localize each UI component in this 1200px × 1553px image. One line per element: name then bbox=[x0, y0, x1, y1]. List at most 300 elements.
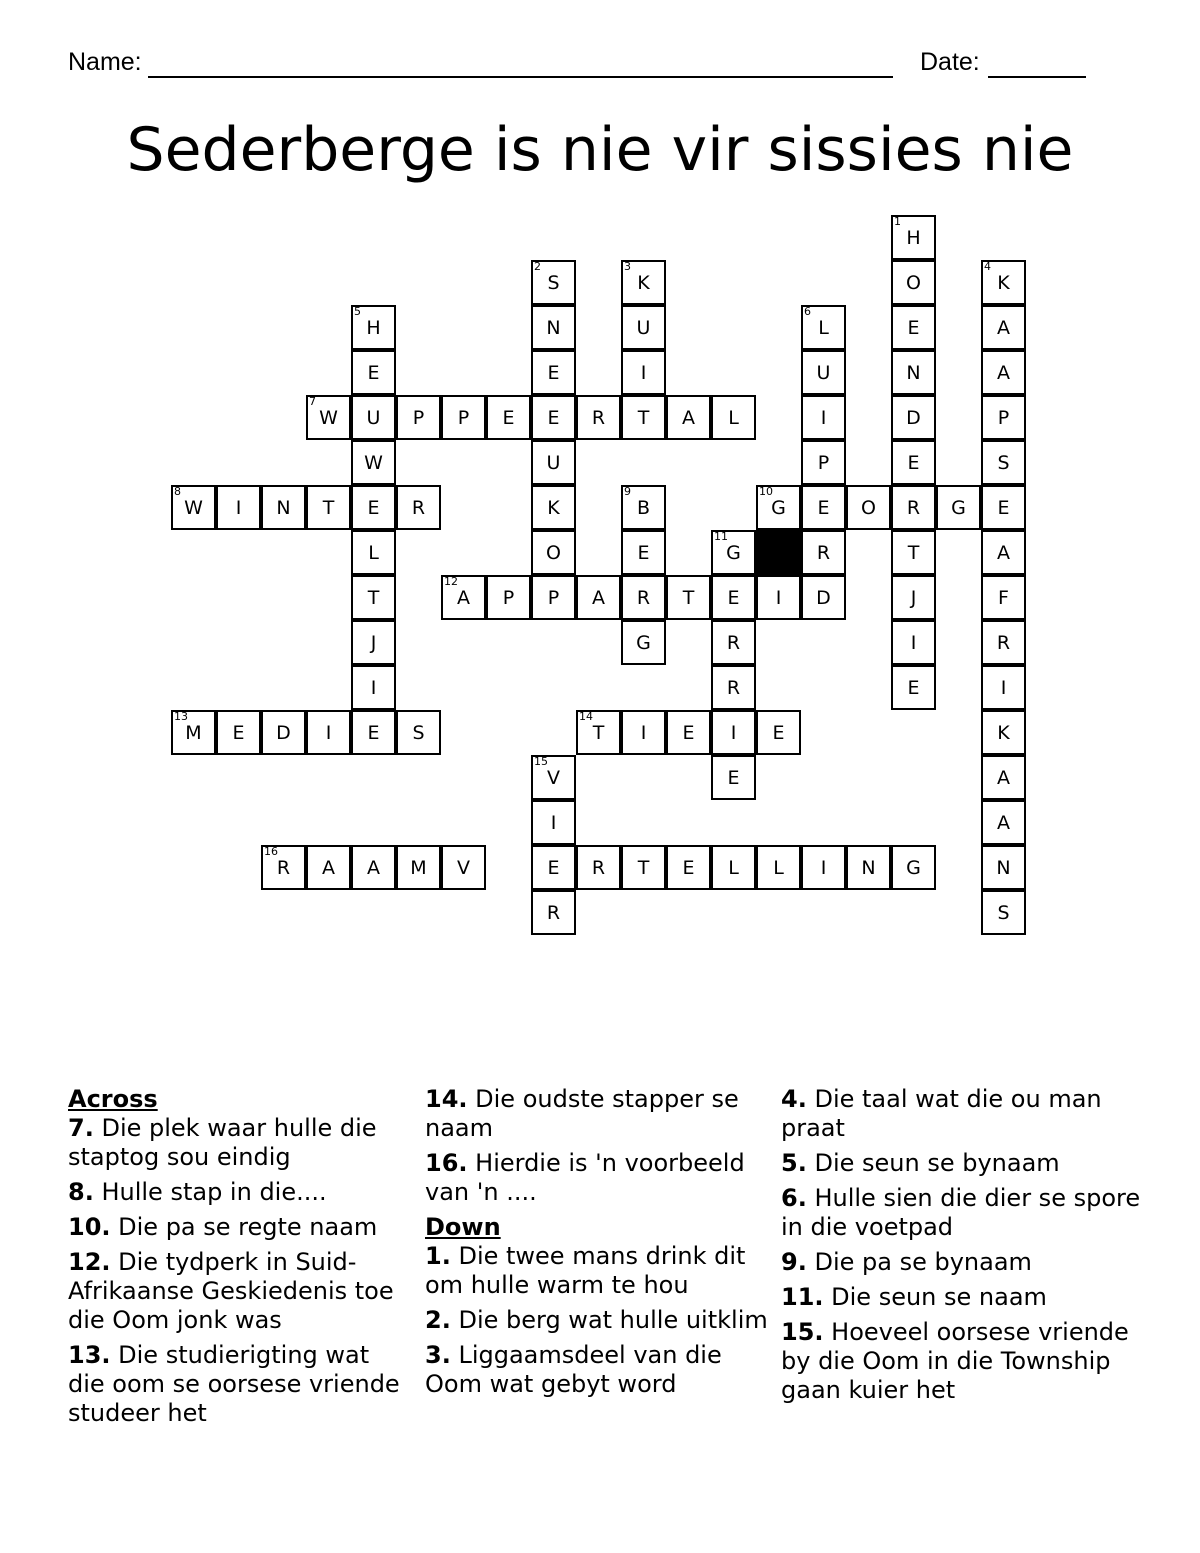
grid-cell[interactable] bbox=[576, 845, 621, 890]
cell-letter: P bbox=[457, 407, 470, 429]
date-label: Date: bbox=[920, 48, 980, 76]
clue-text: Die tydperk in Suid-Afrikaanse Geskiedenis toe die Oom jonk was bbox=[68, 1248, 394, 1334]
cell-letter: A bbox=[997, 317, 1010, 339]
grid-cell[interactable] bbox=[486, 395, 531, 440]
grid-cell[interactable] bbox=[216, 485, 261, 530]
grid-cell[interactable] bbox=[666, 575, 711, 620]
grid-cell[interactable] bbox=[621, 845, 666, 890]
grid-cell[interactable] bbox=[621, 530, 666, 575]
cell-letter: W bbox=[319, 407, 338, 429]
grid-cell[interactable] bbox=[981, 530, 1026, 575]
cell-letter: W bbox=[364, 452, 383, 474]
cell-letter: H bbox=[366, 317, 381, 339]
grid-cell[interactable] bbox=[396, 710, 441, 755]
cell-letter: J bbox=[370, 632, 377, 654]
cell-letter: N bbox=[276, 497, 291, 519]
grid-cell[interactable] bbox=[711, 530, 756, 575]
grid-cell[interactable] bbox=[981, 890, 1026, 935]
grid-cell[interactable] bbox=[621, 620, 666, 665]
grid-cell[interactable] bbox=[801, 485, 846, 530]
grid-cell[interactable] bbox=[801, 305, 846, 350]
clue bbox=[781, 1248, 1141, 1277]
cell-letter: O bbox=[861, 497, 876, 519]
cell-letter: R bbox=[411, 497, 426, 519]
clue-number: 1. bbox=[425, 1242, 451, 1270]
grid-cell[interactable] bbox=[891, 575, 936, 620]
grid-cell[interactable] bbox=[351, 395, 396, 440]
grid-cell[interactable] bbox=[396, 395, 441, 440]
cell-letter: E bbox=[997, 497, 1010, 519]
grid-cell[interactable] bbox=[351, 665, 396, 710]
clue-number: 3. bbox=[425, 1341, 451, 1369]
clue-number: 4. bbox=[781, 1085, 807, 1113]
clue-number: 11 bbox=[714, 530, 728, 543]
grid-cell[interactable] bbox=[351, 530, 396, 575]
clue-text: Hoeveel oorsese vriende by die Oom in die Township gaan kuier het bbox=[781, 1318, 1129, 1404]
cell-letter: R bbox=[591, 407, 606, 429]
clue-number: 10. bbox=[68, 1213, 111, 1241]
grid-cell[interactable] bbox=[891, 260, 936, 305]
grid-cell[interactable] bbox=[846, 845, 891, 890]
grid-cell[interactable] bbox=[621, 260, 666, 305]
grid-cell[interactable] bbox=[621, 305, 666, 350]
clue-text: Die studierigting wat die oom se oorsese vriende studeer het bbox=[68, 1341, 400, 1427]
cell-letter: E bbox=[907, 452, 920, 474]
cell-letter: E bbox=[547, 362, 560, 384]
grid-cell[interactable] bbox=[531, 350, 576, 395]
grid-cell[interactable] bbox=[891, 620, 936, 665]
clue bbox=[781, 1085, 1141, 1143]
cell-letter: R bbox=[591, 857, 606, 879]
cell-letter: K bbox=[547, 497, 560, 519]
grid-cell[interactable] bbox=[891, 395, 936, 440]
clue-number: 13 bbox=[174, 710, 188, 723]
grid-cell[interactable] bbox=[981, 845, 1026, 890]
cell-letter: S bbox=[547, 272, 560, 294]
cell-letter: I bbox=[730, 722, 737, 744]
cell-letter: K bbox=[637, 272, 650, 294]
clue bbox=[68, 1213, 413, 1242]
grid-cell[interactable] bbox=[711, 665, 756, 710]
cell-letter: A bbox=[592, 587, 605, 609]
cell-letter: R bbox=[816, 542, 831, 564]
cell-letter: A bbox=[457, 587, 470, 609]
grid-cell[interactable] bbox=[531, 845, 576, 890]
grid-cell[interactable] bbox=[981, 260, 1026, 305]
cell-letter: R bbox=[906, 497, 921, 519]
grid-cell[interactable] bbox=[981, 755, 1026, 800]
grid-cell[interactable] bbox=[486, 575, 531, 620]
grid-cell[interactable] bbox=[171, 485, 216, 530]
grid-cell[interactable] bbox=[621, 575, 666, 620]
clue-number: 14. bbox=[425, 1085, 468, 1113]
down-clues-continued bbox=[781, 1085, 1141, 1405]
cell-letter: I bbox=[235, 497, 242, 519]
cell-letter: D bbox=[276, 722, 291, 744]
grid-cell[interactable] bbox=[756, 710, 801, 755]
grid-cell[interactable] bbox=[306, 485, 351, 530]
clue-list bbox=[68, 1085, 1148, 1505]
cell-letter: T bbox=[322, 497, 335, 519]
grid-cell[interactable] bbox=[261, 710, 306, 755]
clue-column-3 bbox=[781, 1085, 1141, 1411]
clue bbox=[425, 1242, 770, 1300]
clue-text: Die oudste stapper se naam bbox=[425, 1085, 739, 1142]
cell-letter: D bbox=[816, 587, 831, 609]
clue bbox=[425, 1149, 770, 1207]
grid-cell[interactable] bbox=[981, 440, 1026, 485]
grid-cell[interactable] bbox=[351, 845, 396, 890]
cell-letter: P bbox=[547, 587, 560, 609]
grid-cell[interactable] bbox=[531, 530, 576, 575]
cell-letter: L bbox=[818, 317, 829, 339]
cell-letter: E bbox=[637, 542, 650, 564]
clue-number: 3 bbox=[624, 260, 631, 273]
clue-number: 9. bbox=[781, 1248, 807, 1276]
cell-letter: U bbox=[816, 362, 831, 384]
cell-letter: L bbox=[368, 542, 379, 564]
cell-letter: R bbox=[726, 677, 741, 699]
grid-cell[interactable] bbox=[351, 350, 396, 395]
clue-number: 1 bbox=[894, 215, 901, 228]
cell-letter: U bbox=[546, 452, 561, 474]
page-title: Sederberge is nie vir sissies nie bbox=[126, 115, 1074, 185]
cell-letter: B bbox=[636, 497, 651, 519]
grid-cell[interactable] bbox=[351, 575, 396, 620]
clue-number: 15 bbox=[534, 755, 548, 768]
cell-letter: E bbox=[727, 767, 740, 789]
cell-letter: S bbox=[412, 722, 425, 744]
grid-cell[interactable] bbox=[441, 395, 486, 440]
grid-cell[interactable] bbox=[711, 755, 756, 800]
grid-cell[interactable] bbox=[801, 350, 846, 395]
across-clues-continued bbox=[425, 1085, 770, 1207]
grid-cell[interactable] bbox=[621, 710, 666, 755]
clue-text: Die seun se naam bbox=[823, 1283, 1047, 1311]
clue-number: 8. bbox=[68, 1178, 94, 1206]
grid-cell[interactable] bbox=[531, 305, 576, 350]
cell-letter: L bbox=[728, 407, 739, 429]
clue bbox=[781, 1283, 1141, 1312]
cell-letter: E bbox=[817, 497, 830, 519]
grid-cell[interactable] bbox=[801, 440, 846, 485]
grid-cell[interactable] bbox=[171, 710, 216, 755]
cell-letter: A bbox=[682, 407, 695, 429]
clue-text: Hierdie is 'n voorbeeld van 'n .... bbox=[425, 1149, 745, 1206]
grid-cell[interactable] bbox=[891, 305, 936, 350]
clue-text: Die seun se bynaam bbox=[806, 1149, 1060, 1177]
grid-cell[interactable] bbox=[756, 575, 801, 620]
grid-cell[interactable] bbox=[711, 620, 756, 665]
clue-number: 13. bbox=[68, 1341, 111, 1369]
grid-cell[interactable] bbox=[531, 755, 576, 800]
grid-cell[interactable] bbox=[666, 710, 711, 755]
cell-letter: P bbox=[502, 587, 515, 609]
grid-cell[interactable] bbox=[576, 395, 621, 440]
grid-cell[interactable] bbox=[891, 485, 936, 530]
grid-cell[interactable] bbox=[531, 890, 576, 935]
clue bbox=[425, 1085, 770, 1143]
cell-letter: A bbox=[997, 542, 1010, 564]
across-clues bbox=[68, 1114, 413, 1428]
cell-letter: G bbox=[771, 497, 786, 519]
cell-letter: P bbox=[997, 407, 1010, 429]
clue-number: 6. bbox=[781, 1184, 807, 1212]
grid-cell[interactable] bbox=[306, 845, 351, 890]
grid-cell[interactable] bbox=[756, 485, 801, 530]
cell-letter: E bbox=[367, 722, 380, 744]
clue-text: Die taal wat die ou man praat bbox=[781, 1085, 1102, 1142]
grid-cell[interactable] bbox=[936, 485, 981, 530]
clue-number: 2. bbox=[425, 1306, 451, 1334]
clue-text: Die pa se bynaam bbox=[806, 1248, 1032, 1276]
grid-cell[interactable] bbox=[351, 440, 396, 485]
grid-cell[interactable] bbox=[351, 305, 396, 350]
cell-letter: I bbox=[325, 722, 332, 744]
grid-cell[interactable] bbox=[981, 710, 1026, 755]
cell-letter: T bbox=[907, 542, 920, 564]
clue bbox=[68, 1178, 413, 1207]
grid-cell[interactable] bbox=[891, 350, 936, 395]
cell-letter: V bbox=[457, 857, 470, 879]
cell-letter: A bbox=[997, 767, 1010, 789]
cell-letter: I bbox=[910, 632, 917, 654]
clue-column-1 bbox=[68, 1085, 413, 1434]
grid-cell[interactable] bbox=[621, 395, 666, 440]
cell-letter: P bbox=[412, 407, 425, 429]
grid-cell[interactable] bbox=[981, 350, 1026, 395]
cell-letter: V bbox=[547, 767, 560, 789]
cell-letter: U bbox=[636, 317, 651, 339]
cell-letter: E bbox=[547, 407, 560, 429]
cell-letter: E bbox=[547, 857, 560, 879]
clue-text: Die pa se regte naam bbox=[110, 1213, 378, 1241]
cell-letter: E bbox=[727, 587, 740, 609]
cell-letter: I bbox=[820, 407, 827, 429]
cell-letter: R bbox=[636, 587, 651, 609]
grid-cell[interactable] bbox=[756, 845, 801, 890]
clue-text: Die twee mans drink dit om hulle warm te hou bbox=[425, 1242, 746, 1299]
cell-letter: E bbox=[907, 317, 920, 339]
clue bbox=[68, 1114, 413, 1172]
grid-cell[interactable] bbox=[261, 485, 306, 530]
clue-number: 9 bbox=[624, 485, 631, 498]
clue-number: 6 bbox=[804, 305, 811, 318]
cell-letter: I bbox=[370, 677, 377, 699]
clue bbox=[68, 1341, 413, 1428]
grid-cell[interactable] bbox=[666, 395, 711, 440]
grid-cell[interactable] bbox=[531, 575, 576, 620]
clue-column-2 bbox=[425, 1085, 770, 1405]
clue bbox=[781, 1184, 1141, 1242]
grid-cell[interactable] bbox=[351, 620, 396, 665]
clue-number: 7. bbox=[68, 1114, 94, 1142]
grid-cell[interactable] bbox=[891, 440, 936, 485]
grid-cell[interactable] bbox=[396, 845, 441, 890]
clue bbox=[425, 1306, 770, 1335]
grid-cell[interactable] bbox=[441, 845, 486, 890]
cell-letter: E bbox=[367, 362, 380, 384]
grid-cell[interactable] bbox=[531, 395, 576, 440]
cell-letter: I bbox=[775, 587, 782, 609]
clue-number: 5. bbox=[781, 1149, 807, 1177]
down-heading: Down bbox=[425, 1213, 501, 1241]
clue-number: 12 bbox=[444, 575, 458, 588]
cell-letter: J bbox=[910, 587, 917, 609]
cell-letter: A bbox=[367, 857, 380, 879]
grid-cell[interactable] bbox=[351, 485, 396, 530]
cell-letter: A bbox=[997, 362, 1010, 384]
clue-text: Die berg wat hulle uitklim bbox=[450, 1306, 768, 1334]
grid-cell[interactable] bbox=[891, 845, 936, 890]
grid-cell[interactable] bbox=[711, 575, 756, 620]
cell-letter: A bbox=[997, 812, 1010, 834]
grid-cell[interactable] bbox=[891, 530, 936, 575]
cell-letter: T bbox=[592, 722, 605, 744]
cell-letter: O bbox=[546, 542, 561, 564]
clue-number: 14 bbox=[579, 710, 593, 723]
grid-cell[interactable] bbox=[711, 395, 756, 440]
cell-letter: E bbox=[907, 677, 920, 699]
cell-letter: M bbox=[185, 722, 202, 744]
clue-number: 4 bbox=[984, 260, 991, 273]
cell-letter: F bbox=[998, 587, 1009, 609]
cell-letter: N bbox=[861, 857, 876, 879]
grid-cell[interactable] bbox=[441, 575, 486, 620]
cell-letter: E bbox=[682, 722, 695, 744]
clue-number: 10 bbox=[759, 485, 773, 498]
grid-cell[interactable] bbox=[846, 485, 891, 530]
grid-cell[interactable] bbox=[891, 215, 936, 260]
grid-cell[interactable] bbox=[396, 485, 441, 530]
cell-letter: K bbox=[997, 722, 1010, 744]
cell-letter: N bbox=[546, 317, 561, 339]
clue-number: 8 bbox=[174, 485, 181, 498]
grid-cell[interactable] bbox=[801, 845, 846, 890]
cell-letter: E bbox=[682, 857, 695, 879]
clue-number: 5 bbox=[354, 305, 361, 318]
cell-letter: O bbox=[906, 272, 921, 294]
cell-letter: G bbox=[951, 497, 966, 519]
grid-cell[interactable] bbox=[531, 485, 576, 530]
grid-cell[interactable] bbox=[981, 485, 1026, 530]
cell-letter: U bbox=[366, 407, 381, 429]
cell-letter: I bbox=[550, 812, 557, 834]
cell-letter: W bbox=[184, 497, 203, 519]
cell-letter: E bbox=[232, 722, 245, 744]
cell-letter: I bbox=[1000, 677, 1007, 699]
clue bbox=[781, 1149, 1141, 1178]
clue-number: 16 bbox=[264, 845, 278, 858]
black-cell bbox=[756, 530, 801, 575]
clue-number: 7 bbox=[309, 395, 316, 408]
clue-number: 12. bbox=[68, 1248, 111, 1276]
cell-letter: E bbox=[367, 497, 380, 519]
clue-number: 11. bbox=[781, 1283, 824, 1311]
grid-cell[interactable] bbox=[711, 845, 756, 890]
grid-cell[interactable] bbox=[801, 395, 846, 440]
grid-cell[interactable] bbox=[261, 845, 306, 890]
grid-cell[interactable] bbox=[711, 710, 756, 755]
grid-cell[interactable] bbox=[531, 800, 576, 845]
grid-cell[interactable] bbox=[531, 260, 576, 305]
grid-cell[interactable] bbox=[981, 800, 1026, 845]
cell-letter: G bbox=[726, 542, 741, 564]
cell-letter: H bbox=[906, 227, 921, 249]
cell-letter: M bbox=[410, 857, 427, 879]
cell-letter: R bbox=[276, 857, 291, 879]
grid-cell[interactable] bbox=[306, 395, 351, 440]
grid-cell[interactable] bbox=[981, 395, 1026, 440]
grid-cell[interactable] bbox=[216, 710, 261, 755]
cell-letter: T bbox=[637, 407, 650, 429]
cell-letter: G bbox=[906, 857, 921, 879]
cell-letter: E bbox=[502, 407, 515, 429]
clue-text: Liggaamsdeel van die Oom wat gebyt word bbox=[425, 1341, 722, 1398]
cell-letter: L bbox=[773, 857, 784, 879]
clue bbox=[68, 1248, 413, 1335]
grid-cell[interactable] bbox=[531, 440, 576, 485]
grid-cell[interactable] bbox=[981, 305, 1026, 350]
clue-text: Hulle sien die dier se spore in die voetpad bbox=[781, 1184, 1141, 1241]
cell-letter: S bbox=[997, 902, 1010, 924]
cell-letter: T bbox=[682, 587, 695, 609]
cell-letter: D bbox=[906, 407, 921, 429]
cell-letter: N bbox=[996, 857, 1011, 879]
clue-number: 16. bbox=[425, 1149, 468, 1177]
clue-text: Die plek waar hulle die staptog sou eindig bbox=[68, 1114, 377, 1171]
cell-letter: K bbox=[997, 272, 1010, 294]
cell-letter: I bbox=[640, 362, 647, 384]
grid-cell[interactable] bbox=[981, 575, 1026, 620]
cell-letter: G bbox=[636, 632, 651, 654]
clue-number: 15. bbox=[781, 1318, 824, 1346]
cell-letter: E bbox=[772, 722, 785, 744]
grid-cell[interactable] bbox=[801, 530, 846, 575]
grid-cell[interactable] bbox=[621, 350, 666, 395]
cell-letter: T bbox=[367, 587, 380, 609]
grid-cell[interactable] bbox=[576, 710, 621, 755]
grid-cell[interactable] bbox=[351, 710, 396, 755]
cell-letter: I bbox=[820, 857, 827, 879]
cell-letter: R bbox=[726, 632, 741, 654]
name-label: Name: bbox=[68, 48, 142, 76]
cell-letter: S bbox=[997, 452, 1010, 474]
cell-letter: T bbox=[637, 857, 650, 879]
grid-cell[interactable] bbox=[801, 575, 846, 620]
grid-cell[interactable] bbox=[621, 485, 666, 530]
cell-letter: A bbox=[322, 857, 335, 879]
cell-letter: L bbox=[728, 857, 739, 879]
clue-number: 2 bbox=[534, 260, 541, 273]
down-clues bbox=[425, 1242, 770, 1399]
grid-cell[interactable] bbox=[666, 845, 711, 890]
clue-text: Hulle stap in die.... bbox=[93, 1178, 327, 1206]
cell-letter: P bbox=[817, 452, 830, 474]
clue bbox=[781, 1318, 1141, 1405]
grid-cell[interactable] bbox=[306, 710, 351, 755]
grid-cell[interactable] bbox=[891, 665, 936, 710]
grid-cell[interactable] bbox=[576, 575, 621, 620]
cell-letter: I bbox=[640, 722, 647, 744]
cell-letter: R bbox=[996, 632, 1011, 654]
cell-letter: N bbox=[906, 362, 921, 384]
across-heading: Across bbox=[68, 1085, 158, 1113]
clue bbox=[425, 1341, 770, 1399]
cell-letter: R bbox=[546, 902, 561, 924]
grid-cell[interactable] bbox=[981, 665, 1026, 710]
grid-cell[interactable] bbox=[981, 620, 1026, 665]
